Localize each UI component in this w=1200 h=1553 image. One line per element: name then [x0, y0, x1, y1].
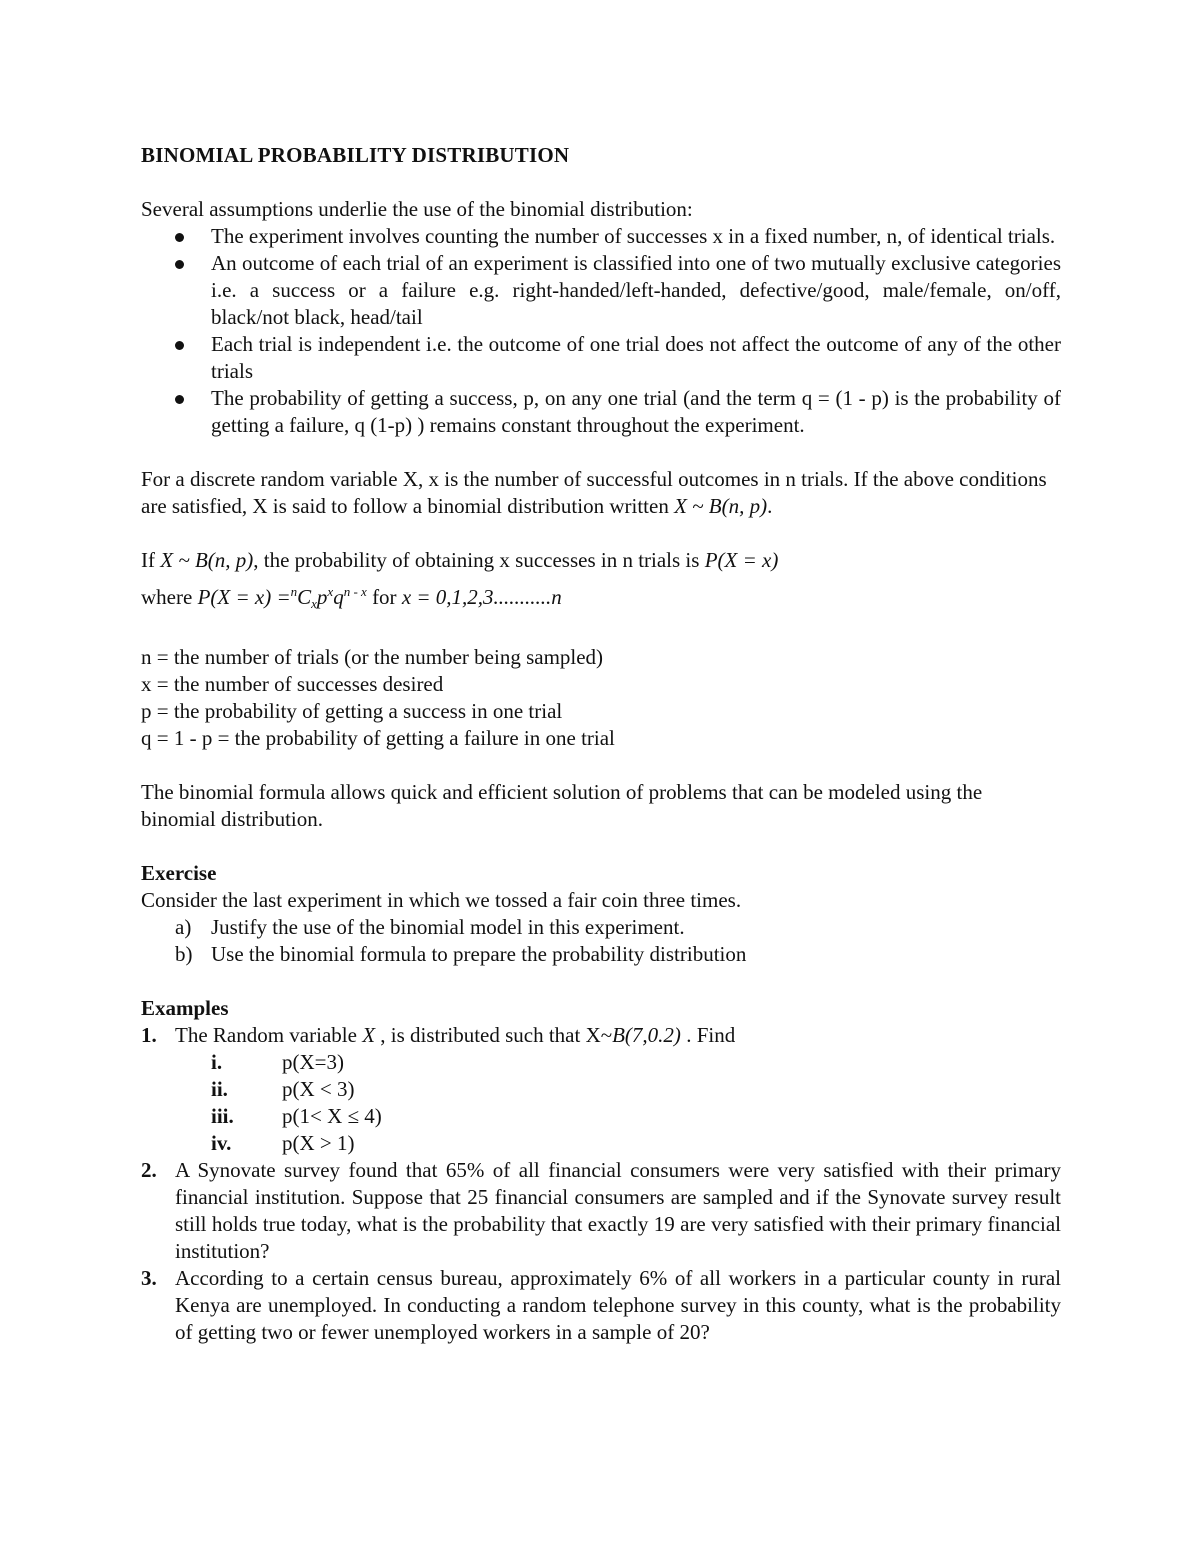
document-content — [141, 142, 1061, 1346]
intro-text: Several assumptions underlie the use of the binomial distribution: — [141, 197, 693, 221]
list-item: An outcome of each trial of an experiment is classified into one of two mutually exclusive categories i.e. a success or a failure e.g. right-handed/left-handed, defective/good, male/female, on/off, black/not black, head/tail — [141, 250, 1061, 331]
discrete-paragraph: For a discrete random variable X, x is the number of successful outcomes in n trials. If the above conditions are satisfied, X is said to follow a binomial distribution written X ~ B(n, p). — [141, 467, 1047, 518]
bullet-icon — [175, 233, 184, 242]
list-item: Each trial is independent i.e. the outcome of one trial does not affect the outcome of any of the other trials — [141, 331, 1061, 385]
page-title: BINOMIAL PROBABILITY DISTRIBUTION — [141, 143, 570, 167]
list-item: b) Use the binomial formula to prepare the probability distribution — [175, 942, 747, 966]
bullet-icon — [175, 260, 184, 269]
examples-heading: Examples — [141, 996, 229, 1020]
example-item: 3. According to a certain census bureau, approximately 6% of all workers in a particular county in rural Kenya are unemployed. In conducting a random telephone survey in this county, what is the probability of getting two or fewer unemployed workers in a sample of 20? — [141, 1266, 1061, 1344]
exercise-heading: Exercise — [141, 861, 217, 885]
list-item: The probability of getting a success, p, on any one trial (and the term q = (1 - p) is the probability of getting a failure, q (1-p) ) remains constant throughout the experiment. — [141, 385, 1061, 439]
list-item: ii. p(X < 3) — [211, 1077, 355, 1101]
list-item: iv. p(X > 1) — [211, 1131, 355, 1155]
example-item: 1. The Random variable X , is distributed such that X~B(7,0.2) . Find i. p(X=3) ii. p(X < 3) iii. p(1< X ≤ 4) iv. p(X > 1) — [141, 1022, 1061, 1157]
definition-line: n = the number of trials (or the number being sampled) — [141, 645, 604, 669]
sub-question-list — [141, 1049, 1061, 1157]
definition-line: q = 1 - p = the probability of getting a failure in one trial — [141, 726, 615, 750]
list-item: i. p(X=3) — [211, 1050, 344, 1074]
binomial-formula: where $P(X = x) =^nC_xp^xq^{n - x}$ for x = 0,1,2,3...........n — [141, 584, 562, 611]
definitions — [141, 644, 1061, 752]
exercise-list — [141, 914, 1061, 968]
example-item: 2. A Synovate survey found that 65% of all financial consumers were very satisfied with their primary financial institution. Suppose that 25 financial consumers are sampled and if the Synovate survey result still holds true today, what is the probability that exactly 19 are very satisfied with their primary financial institution? — [141, 1158, 1061, 1263]
binomial-formula-text: The binomial formula allows quick and efficient solution of problems that can be modeled using the binomial distribution. — [141, 780, 983, 831]
examples-list — [141, 1022, 1061, 1346]
list-item: a) Justify the use of the binomial model in this experiment. — [175, 915, 685, 939]
bullet-icon — [175, 341, 184, 350]
assumption-list — [141, 223, 1061, 439]
if-statement: If X ~ B(n, p), the probability of obtaining x successes in n trials is P(X = x) — [141, 548, 779, 572]
definition-line: p = the probability of getting a success in one trial — [141, 699, 563, 723]
definition-line: x = the number of successes desired — [141, 672, 444, 696]
list-item: The experiment involves counting the number of successes x in a fixed number, n, of identical trials. — [141, 223, 1061, 250]
exercise-text: Consider the last experiment in which we tossed a fair coin three times. — [141, 888, 742, 912]
bullet-icon — [175, 395, 184, 404]
list-item: iii. p(1< X ≤ 4) — [211, 1104, 382, 1128]
binomial-notation: X ~ B(n, p) — [674, 494, 768, 518]
